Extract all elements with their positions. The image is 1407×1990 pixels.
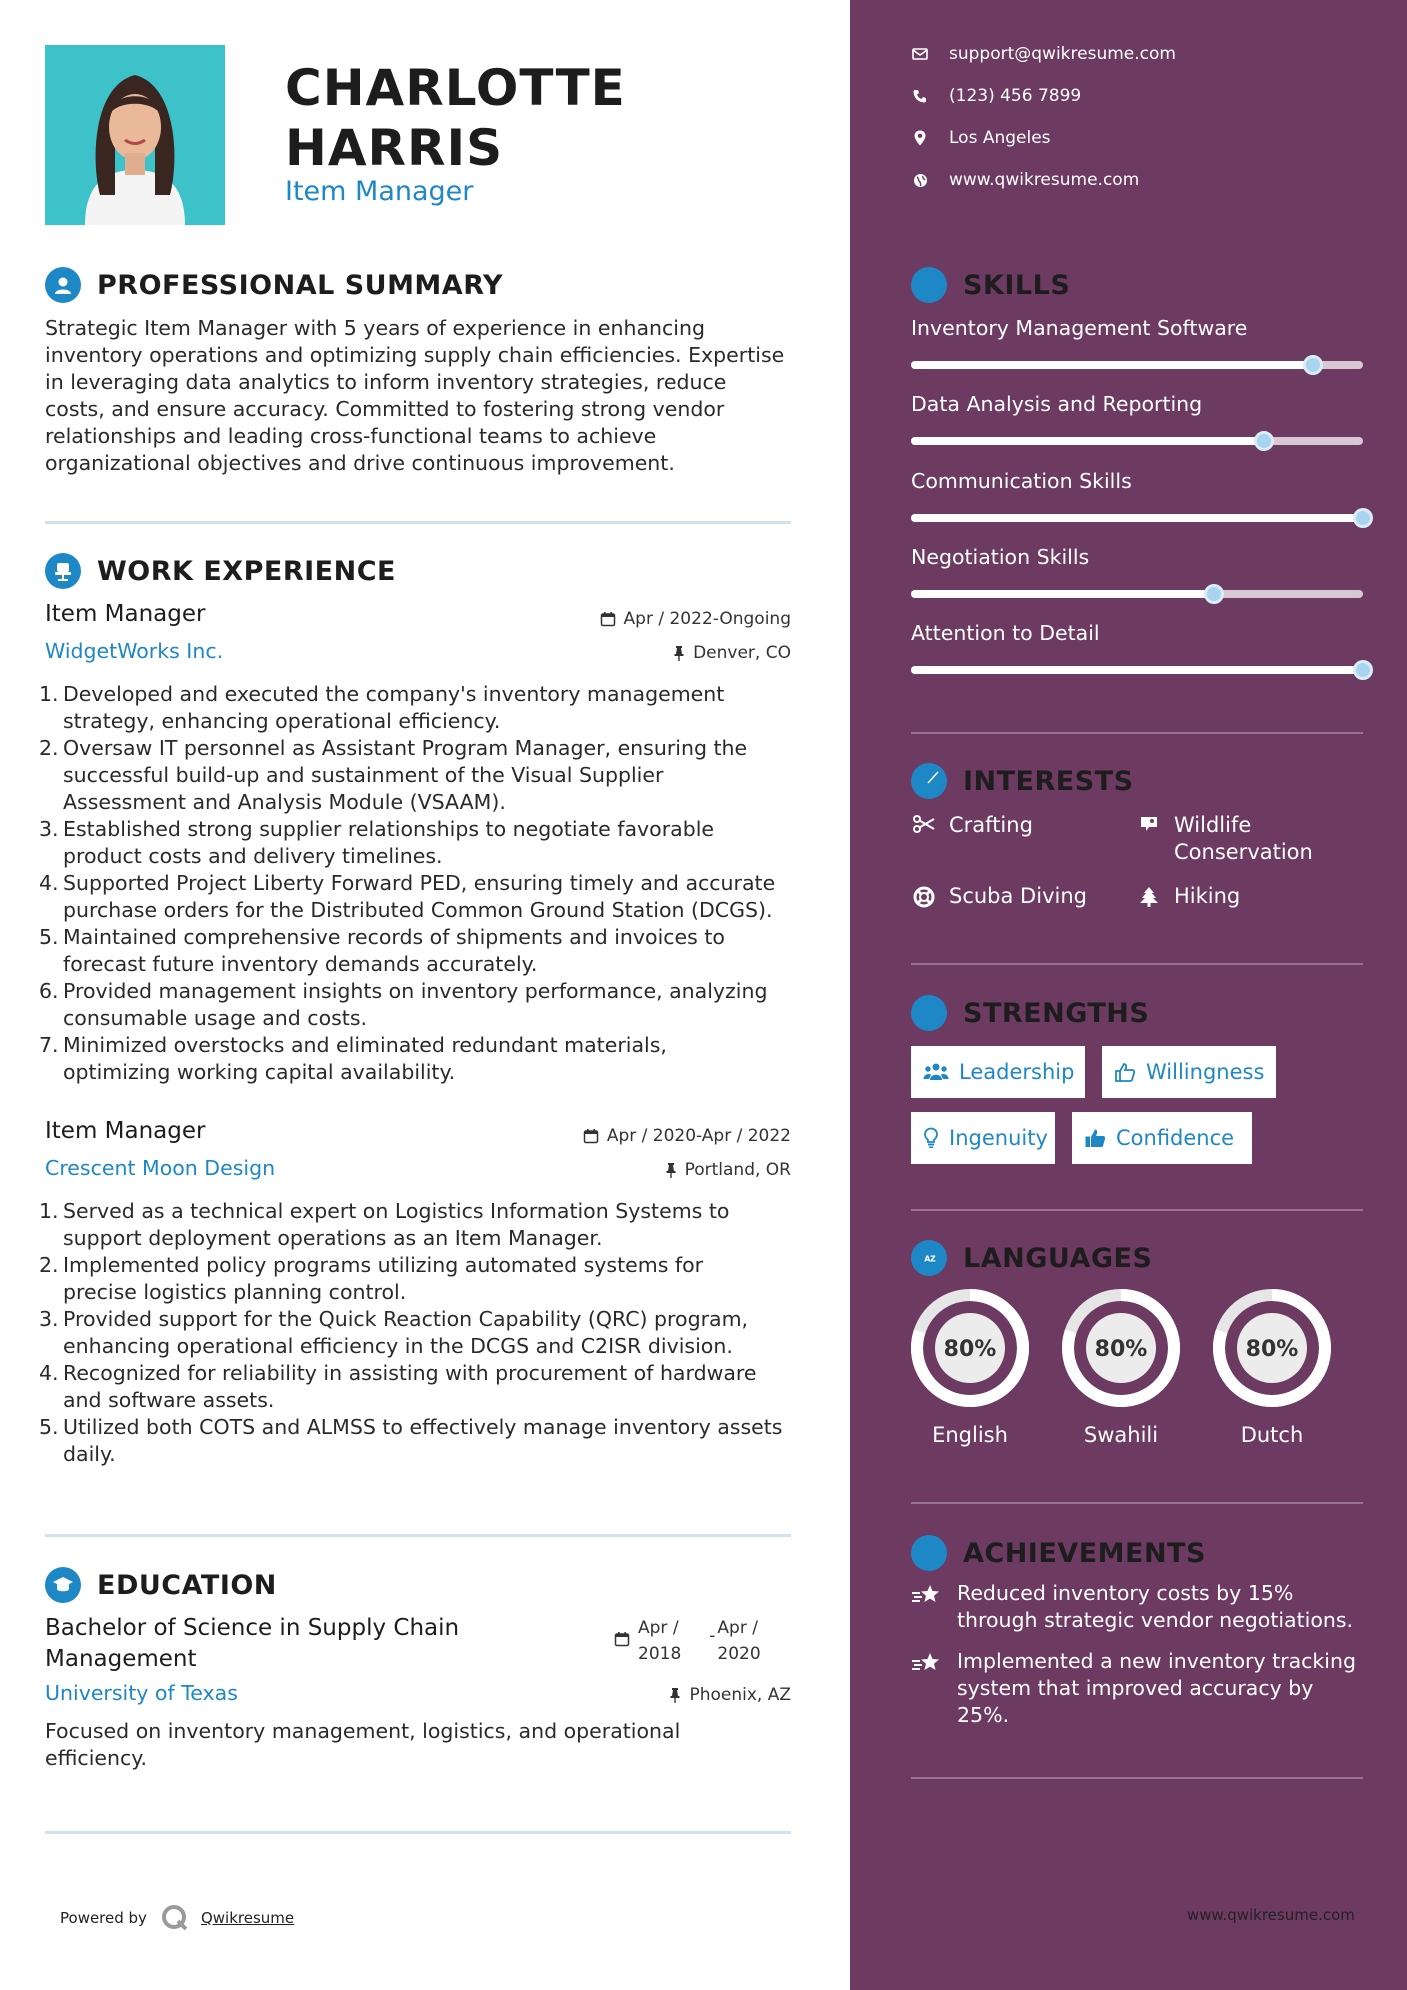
education-start-date	[638, 1615, 681, 1667]
achievement-item	[911, 1648, 1356, 1729]
interest-label: Conservation	[1174, 840, 1313, 864]
list-line: forecast future inventory demands accurately.	[63, 952, 538, 976]
list-item	[39, 1032, 825, 1086]
list-line: Utilized both COTS and ALMSS to effectively manage inventory assets	[63, 1415, 783, 1439]
skill-bar-knob	[1353, 660, 1373, 680]
summary-line: Strategic Item Manager with 5 years of experience in enhancing	[45, 316, 705, 340]
job-dates-text: Apr / 2020-Apr / 2022	[606, 1126, 791, 1146]
strengths-heading	[911, 995, 1149, 1031]
list-line: purchase orders for the Distributed Common Ground Station (DCGS).	[63, 898, 773, 922]
list-line: Provided management insights on inventory performance, analyzing	[63, 979, 768, 1003]
degree-line: Bachelor of Science in Supply Chain	[45, 1615, 460, 1641]
list-number: 5.	[39, 925, 59, 949]
list-number: 2.	[39, 736, 59, 760]
powered-by-text: Powered by	[60, 1909, 147, 1927]
list-number: 7.	[39, 1033, 59, 1057]
list-line: daily.	[63, 1442, 116, 1466]
list-line: Served as a technical expert on Logistics Information Systems to	[63, 1199, 730, 1223]
language-ring	[909, 1287, 1031, 1409]
skill-bar-fill	[911, 437, 1264, 445]
list-number: 6.	[39, 979, 59, 1003]
list-line: enhancing operational efficiency in the DCGS and C2ISR division.	[63, 1334, 733, 1358]
education-location-text: Phoenix, AZ	[689, 1685, 791, 1705]
list-item	[39, 924, 825, 978]
summary-title: PROFESSIONAL SUMMARY	[97, 269, 504, 301]
achievement-line: through strategic vendor negotiations.	[957, 1608, 1354, 1632]
strength-label: Ingenuity	[949, 1126, 1048, 1150]
summary-line: inventory operations and optimizing supply chain efficiencies. Expertise	[45, 343, 785, 367]
education-title: EDUCATION	[97, 1569, 277, 1601]
skill-bar-fill	[911, 666, 1363, 674]
job-dates-text: Apr / 2022-Ongoing	[623, 609, 791, 629]
list-line: product costs and delivery timelines.	[63, 844, 443, 868]
list-line: Assessment and Analysis Module (VSAAM).	[63, 790, 506, 814]
date-line: Apr /	[638, 1618, 679, 1638]
summary-line: costs, and ensure accuracy. Committed to fostering strong vendor	[45, 397, 725, 421]
date-line: 2020	[717, 1644, 761, 1664]
language-name: English	[932, 1423, 1008, 1447]
section-divider	[911, 732, 1363, 734]
skill-label: Data Analysis and Reporting	[911, 392, 1203, 416]
achievement-item	[911, 1580, 1353, 1634]
date-line: 2018	[638, 1644, 682, 1664]
list-number: 1.	[39, 1199, 59, 1223]
graduation-cap-icon	[45, 1567, 81, 1603]
name-line-2: HARRIS	[285, 119, 504, 177]
job-location	[665, 1160, 791, 1180]
list-line: Maintained comprehensive records of shipments and invoices to	[63, 925, 725, 949]
list-line: successful build-up and sustainment of the Visual Supplier	[63, 763, 664, 787]
description-line: efficiency.	[45, 1746, 147, 1770]
job-title: Item Manager	[45, 1118, 206, 1144]
list-line: Minimized overstocks and eliminated redundant materials,	[63, 1033, 667, 1057]
language-percent: 80%	[1094, 1337, 1148, 1362]
skill-bar	[911, 590, 1363, 598]
interest-item	[911, 883, 1087, 910]
strength-badge-confidence	[1072, 1112, 1252, 1164]
language-item	[1060, 1287, 1182, 1447]
strengths-title: STRENGTHS	[963, 997, 1150, 1029]
strength-badge-ingenuity	[911, 1112, 1055, 1164]
date-separator: -	[709, 1626, 716, 1646]
lightbulb-outline-icon	[923, 1127, 939, 1149]
list-number: 5.	[39, 1415, 59, 1439]
skill-bar-knob	[1254, 431, 1274, 451]
job-duties	[39, 1198, 825, 1468]
list-number: 3.	[39, 1307, 59, 1331]
job-dates	[583, 1126, 791, 1146]
tree-icon	[1136, 883, 1162, 908]
list-line: Established strong supplier relationships to negotiate favorable	[63, 817, 715, 841]
section-divider	[45, 521, 791, 524]
interest-label: Hiking	[1174, 884, 1241, 908]
skill-label: Inventory Management Software	[911, 316, 1248, 340]
shooting-star-icon	[911, 1580, 943, 1615]
skill-bar-knob	[1204, 584, 1224, 604]
list-number: 3.	[39, 817, 59, 841]
footer-website[interactable]: www.qwikresume.com	[1187, 1906, 1355, 1924]
section-divider	[45, 1534, 791, 1537]
education-heading	[45, 1567, 277, 1603]
contact-location	[911, 128, 1051, 148]
education-end-date	[717, 1615, 760, 1667]
list-line: strategy, enhancing operational efficiency.	[63, 709, 501, 733]
school-name: University of Texas	[45, 1681, 238, 1705]
contact-website[interactable]	[911, 170, 1139, 190]
interest-item	[1136, 812, 1313, 866]
interest-label: Crafting	[949, 813, 1033, 837]
star-badge-icon	[911, 1535, 947, 1571]
language-item	[909, 1287, 1031, 1447]
map-marker-icon	[911, 130, 929, 146]
list-line: precise logistics planning control.	[63, 1280, 407, 1304]
users-icon	[923, 1062, 949, 1082]
website-text: www.qwikresume.com	[949, 170, 1140, 190]
list-number: 4.	[39, 871, 59, 895]
strength-label: Leadership	[959, 1060, 1075, 1084]
list-item	[39, 816, 825, 870]
job-location-text: Portland, OR	[684, 1160, 791, 1180]
section-divider	[911, 1209, 1363, 1211]
shooting-star-icon	[911, 1648, 943, 1683]
lightbulb-icon	[911, 267, 947, 303]
contact-phone[interactable]	[911, 86, 1081, 106]
list-line: optimizing working capital availability.	[63, 1060, 456, 1084]
candidate-name	[285, 58, 626, 178]
skill-bar-fill	[911, 590, 1214, 598]
skill-bar	[911, 514, 1363, 522]
degree-line: Management	[45, 1646, 197, 1672]
interests-heading	[911, 763, 1134, 799]
interest-label: Scuba Diving	[949, 884, 1087, 908]
summary-line: relationships and leading cross-functional teams to achieve	[45, 424, 657, 448]
phone-icon	[911, 89, 929, 103]
qwikresume-logo-icon	[161, 1904, 189, 1932]
skills-title: SKILLS	[963, 269, 1071, 301]
skill-bar	[911, 437, 1363, 445]
job-dates	[600, 609, 791, 629]
skill-bar	[911, 666, 1363, 674]
strength-label: Confidence	[1116, 1126, 1235, 1150]
candidate-role: Item Manager	[285, 176, 474, 207]
user-icon	[45, 267, 81, 303]
thumbs-up-icon	[1084, 1128, 1106, 1148]
language-percent: 80%	[1245, 1337, 1299, 1362]
list-line: Developed and executed the company's inventory management	[63, 682, 725, 706]
achievement-line: 25%.	[957, 1703, 1010, 1727]
summary-text	[45, 315, 805, 477]
job-location	[673, 643, 791, 663]
calendar-icon	[614, 1631, 630, 1647]
company-name: WidgetWorks Inc.	[45, 639, 224, 663]
achievements-title: ACHIEVEMENTS	[963, 1537, 1206, 1569]
paper-plane-icon	[911, 763, 947, 799]
language-name: Swahili	[1083, 1423, 1159, 1447]
list-item	[39, 681, 825, 735]
description-line: Focused on inventory management, logistics, and operational	[45, 1719, 681, 1743]
pin-icon	[669, 1687, 681, 1703]
email-text: support@qwikresume.com	[949, 44, 1176, 64]
list-number: 4.	[39, 1361, 59, 1385]
list-number: 2.	[39, 1253, 59, 1277]
list-item	[39, 1360, 825, 1414]
location-text: Los Angeles	[949, 128, 1051, 148]
language-percent: 80%	[943, 1337, 997, 1362]
section-divider	[911, 1502, 1363, 1504]
job-duties	[39, 681, 825, 1086]
education-location	[669, 1685, 791, 1705]
language-item	[1211, 1287, 1333, 1447]
strength-badge-willingness	[1102, 1046, 1276, 1098]
scissors-icon	[911, 812, 937, 833]
list-line: Provided support for the Quick Reaction Capability (QRC) program,	[63, 1307, 749, 1331]
wildlife-icon	[1136, 812, 1162, 833]
list-line: Oversaw IT personnel as Assistant Program Manager, ensuring the	[63, 736, 748, 760]
profile-photo	[45, 45, 225, 225]
achievement-line: Reduced inventory costs by 15%	[957, 1581, 1294, 1605]
list-line: Supported Project Liberty Forward PED, ensuring timely and accurate	[63, 871, 776, 895]
list-item	[39, 1252, 825, 1306]
achievement-line: Implemented a new inventory tracking	[957, 1649, 1357, 1673]
skill-label: Communication Skills	[911, 469, 1132, 493]
list-item	[39, 735, 825, 816]
fist-icon	[911, 995, 947, 1031]
language-name: Dutch	[1240, 1423, 1304, 1447]
interest-item	[911, 812, 1033, 839]
job-title: Item Manager	[45, 601, 206, 627]
skill-bar-fill	[911, 514, 1363, 522]
pin-icon	[665, 1162, 677, 1178]
company-name: Crescent Moon Design	[45, 1156, 276, 1180]
section-divider	[911, 1777, 1363, 1779]
achievement-line: system that improved accuracy by	[957, 1676, 1314, 1700]
summary-line: organizational objectives and drive continuous improvement.	[45, 451, 675, 475]
life-ring-icon	[911, 883, 937, 908]
qwikresume-link[interactable]: Qwikresume	[200, 1909, 295, 1927]
date-line: Apr /	[717, 1618, 758, 1638]
contact-email[interactable]	[911, 44, 1176, 64]
education-dates	[614, 1615, 761, 1667]
language-ring	[1060, 1287, 1182, 1409]
languages-heading	[911, 1240, 1152, 1276]
skill-label: Negotiation Skills	[911, 545, 1090, 569]
calendar-icon	[600, 611, 616, 627]
footer-powered-by	[60, 1904, 294, 1932]
strength-badge-leadership	[911, 1046, 1085, 1098]
list-line: Implemented policy programs utilizing automated systems for	[63, 1253, 704, 1277]
section-divider	[911, 963, 1363, 965]
phone-text: (123) 456 7899	[949, 86, 1082, 106]
pin-icon	[673, 645, 685, 661]
achievements-heading	[911, 1535, 1206, 1571]
language-ring	[1211, 1287, 1333, 1409]
strength-label: Willingness	[1146, 1060, 1265, 1084]
svg-text:A: A	[924, 1254, 931, 1264]
interest-label: Wildlife	[1174, 813, 1252, 837]
list-number: 1.	[39, 682, 59, 706]
list-item	[39, 1306, 825, 1360]
list-line: support deployment operations as an Item Manager.	[63, 1226, 603, 1250]
education-description	[45, 1718, 805, 1772]
thumbs-up-outline-icon	[1114, 1062, 1136, 1082]
list-line: and software assets.	[63, 1388, 275, 1412]
list-item	[39, 1414, 825, 1468]
list-line: Recognized for reliability in assisting with procurement of hardware	[63, 1361, 757, 1385]
summary-line: in leveraging data analytics to inform inventory strategies, reduce	[45, 370, 727, 394]
experience-title: WORK EXPERIENCE	[97, 555, 396, 587]
svg-text:Z: Z	[930, 1254, 936, 1264]
name-line-1: CHARLOTTE	[285, 59, 626, 117]
skills-heading	[911, 267, 1070, 303]
degree-title	[45, 1613, 459, 1675]
skill-bar-fill	[911, 361, 1313, 369]
section-divider	[45, 1831, 791, 1834]
envelope-icon	[911, 48, 929, 60]
interests-title: INTERESTS	[963, 765, 1134, 797]
globe-icon	[911, 173, 929, 188]
skill-label: Attention to Detail	[911, 621, 1100, 645]
skill-bar-knob	[1353, 508, 1373, 528]
translate-icon	[911, 1240, 947, 1276]
briefcase-chair-icon	[45, 553, 81, 589]
list-item	[39, 870, 825, 924]
list-item	[39, 1198, 825, 1252]
interest-item	[1136, 883, 1240, 910]
experience-heading	[45, 553, 396, 589]
languages-title: LANGUAGES	[963, 1242, 1153, 1274]
job-location-text: Denver, CO	[693, 643, 791, 663]
list-line: consumable usage and costs.	[63, 1006, 368, 1030]
skill-bar	[911, 361, 1363, 369]
list-item	[39, 978, 825, 1032]
summary-heading	[45, 267, 503, 303]
calendar-icon	[583, 1128, 599, 1144]
